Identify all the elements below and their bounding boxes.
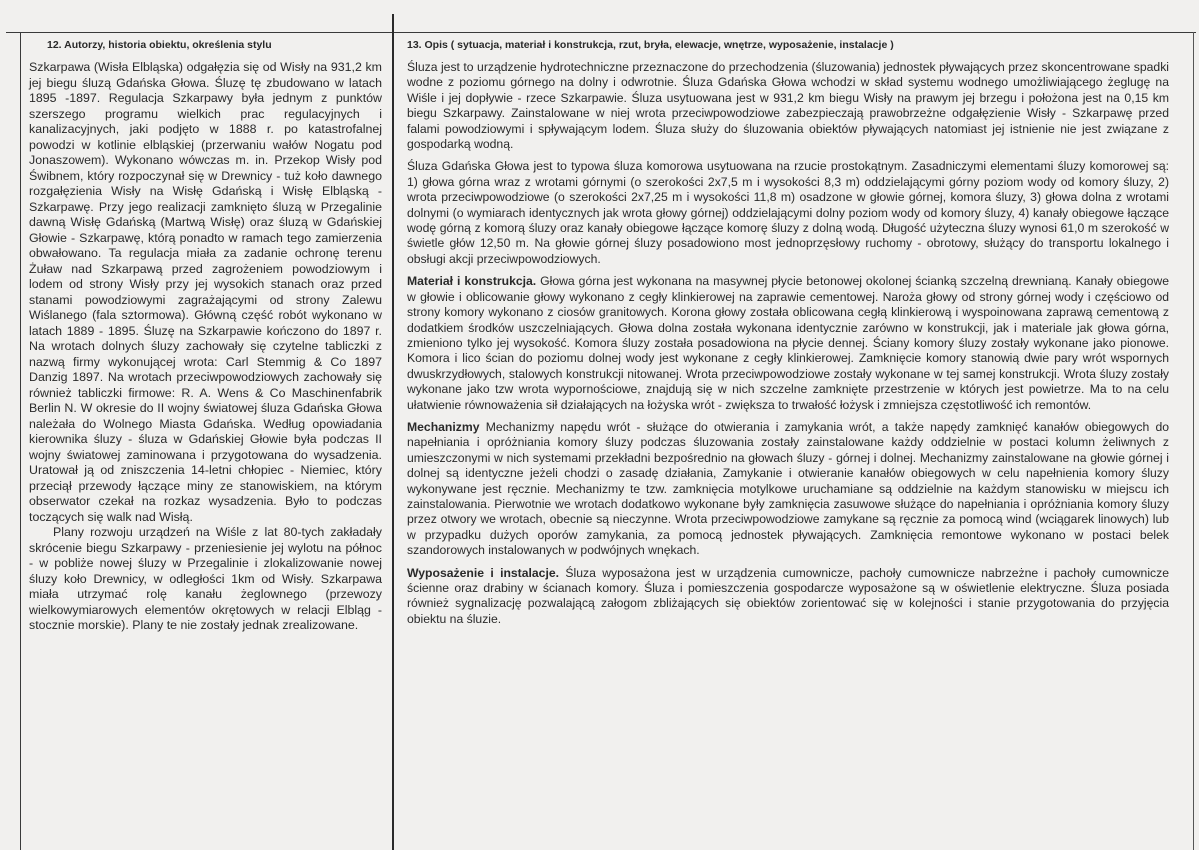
mechanisms-text: Mechanizmy napędu wrót - służące do otwierania i zamykania wrót, a także napędy zamknięć kanałów obiegowych do napełniania i opróżniania komory śluzy podczas śluzowania zostały zainstalowane każdy oddzielnie w postaci kolumn żeliwnych z umieszczonymi w nich systemami przekładni bezpośrednio na głowach śluzy - górnej i dolnej. Mechanizmy zainstalowane na głowie górnej i dolnej są identyczne jeżeli chodzi o zasadę działania, Zamykanie i otwieranie kanałów obiegowych w celu napełnienia komory śluzy wykonywane jest ręcznie. Mechanizmy te tzw. zamknięcia motylkowe uruchamiane są oddzielnie na każdym stanowisku w miejscu ich zainstalowania. Pierwotnie we wrotach dodatkowo wykonane były zamknięcia zasuwowe służące do napełniania i opróżniania komory śluzy przez otwory we wrotach, obecnie są nieczynne. Wrota przeciwpowodziowe zamykane są ręcznie za pomocą wind (wciągarek linowych) lub w przypadku dużych oporów zamykania, za pomocą jednostek pływających. Zamknięcia remontowe wykonano w postaci belek szandorowych instalowanych w podwójnych wnękach. [407, 419, 1169, 558]
plans-paragraph: Plany rozwoju urządzeń na Wiśle z lat 80-tych zakładały skrócenie biegu Szkarpawy - przeniesienie jej wylotu na północ - w pobliże nowej śluzy w Przegalinie i zlokalizowanie nowej śluzy koło Drewnicy, w odległości 1km od Wisły. Szkarpawa miała utrzymać rolę kanału żeglownego (przewozy wielkowymiarowych elementów okrętowych w relacji Elbląg - stocznie morskie). Plany te nie zostały jednak zrealizowane. [29, 525, 382, 632]
material-text: Głowa górna jest wykonana na masywnej płycie betonowej okolonej ścianką szczelną drewnianą. Kanały obiegowe w głowie i oblicowanie głowy wykonano z cegły klinkierowej na zaprawie cementowej. Naroża głowy od strony górnej wody i częściowo od strony komory wykonano z ciosów granitowych. Korona głowy została oblicowana cegłą klinkierową i wyspoinowana zaprawą cementową z dodatkiem środków uszczelniających. Głowa dolna została wykonana identycznie zarówno w konstrukcji, jak i materiale jak głowa górna, zmieniono tylko jej wysokość. Komora śluzy została posadowiona na płycie dennej. Ściany komory śluzy zostały wykonane jako pionowe. Komora i lico ścian do poziomu dolnej wody jest wykonane z cegły klinkierowej. Zamknięcie komory stanowią dwie pary wrót wspornych dwuskrzydłowych, stalowych konstrukcji nitowanej. Wrota przeciwpowodziowe zostały wykonane w tej samej konstrukcji. Wrota śluzy zostały wykonane jako tzw wrota wypornościowe, znajdują się w nich szczelne zamknięte przestrzenie w których jest powietrze. Ma to na celu ułatwienie równoważenia sił działających na łożyska wrót - zwiększa to trwałość łożysk i zmniejsza częstotliwość ich remontów. [407, 274, 1169, 412]
material-lead: Materiał i konstrukcja. [407, 274, 537, 289]
section-13-column [407, 39, 1169, 634]
section-13-body [407, 60, 1169, 627]
mechanisms-lead: Mechanizmy [407, 419, 480, 434]
frame-left-rule [20, 32, 21, 850]
equipment-paragraph [407, 566, 1169, 628]
equipment-lead: Wyposażenie i instalacje. [407, 565, 560, 580]
section-12-heading: 12. Autorzy, historia obiektu, określenia stylu [47, 39, 272, 51]
column-divider [392, 14, 394, 850]
frame-right-rule [1193, 32, 1194, 850]
material-paragraph [407, 274, 1169, 413]
history-paragraph: Szkarpawa (Wisła Elbląska) odgałęzia się od Wisły na 931,2 km jej biegu śluzą Gdańska Głowa. Śluzę tę zbudowano w latach 1895 -1897. Regulacja Szkarpawy była jednym z punktów szerszego programu wielkich prac regulacyjnych i kanalizacyjnych, jaki podjęto w 1888 r. po katastrofalnej powodzi w kotlinie elbląskiej (przerwaniu wałów Nogatu pod Jonaszowem). Wykonano wówczas m. in. Przekop Wisły pod Świbnem, który rozpoczynał się w Drewnicy - tuż koło dawnego rozgałęzienia Wisły na Wisłę Gdańską i Wisłę Elbląską - Szkarpawę. Przy jego realizacji zamknięto śluzą w Przegalinie dawną Wisłę Gdańską (Martwą Wisłę) oraz śluzą w Gdańskiej Głowie - Szkarpawę, którą ponadto w ramach tego zamierzenia obwałowano. Ta regulacja miała za zadanie ochronę terenu Żuław nad Szkarpawą przed zagrożeniem powodziowym i lodem od strony Wisły przy jej wysokich stanach oraz przed stanami powodziowymi zagrażającymi od strony Zalewu Wiślanego (fala sztormowa). Główną część robót wykonano w latach 1889 - 1895. Śluzę na Szkarpawie kończono do 1897 r. Na wrotach dolnych śluzy zachowały się czytelne tabliczki z nazwą firmy wykonującej wrota: Carl Stemmig & Co 1897 Danzig 1897. Na wrotach przeciwpowodziowych zachowały się również tabliczki firmowe: R. A. Wens & Co Maschinenfabrik Berlin N. W okresie do II wojny światowej śluza Gdańska Głowa należała do Wolnego Miasta Gdańska. Według opowiadania kierownika śluzy - śluza w Gdańskiej Głowie była podczas II wojny światowej zaminowana i przygotowana do wysadzenia. Uratował ją od zniszczenia 14-letni chłopiec - Niemiec, który przeciął przewody łączące miny ze stanowiskiem, na którym obserwator czekał na rozkaz wysadzenia. Było to podczas toczących się walk nad Wisłą. [29, 60, 382, 524]
mechanisms-paragraph [407, 420, 1169, 559]
lock-elements-paragraph: Śluza Gdańska Głowa jest to typowa śluza komorowa usytuowana na rzucie prostokątnym. Zasadniczymi elementami śluzy komorowej są: 1) głowa górna wraz z wrotami górnymi (o szerokości 2x7,5 m i wysokości 8,3 m) oddzielającymi górny poziom wody od komory śluzy, 2) wrota przeciwpowodziowe (o szerokości 2x7,25 m i wysokości 11,8 m) osadzone w głowie górnej, komora śluzy, 3) głowa dolna z wrotami dolnymi (o wymiarach identycznych jak wrota głowy górnej) oddzielającymi dolny poziom wody od komory śluzy, 4) kanały obiegowe łączące wodę górną z komorą śluzy oraz kanały obiegowe łączące komorę śluzy z dolną wodą. Długość użyteczna śluzy wynosi 61,0 m szerokość w świetle głów 12,50 m. Na głowie górnej śluzy posadowiono most jednoprzęsłowy ruchomy - obrotowy, służący do transportu lokalnego i obsługi akcji przeciwpowodziowych. [407, 159, 1169, 266]
section-12-column [29, 39, 382, 634]
section-13-heading: 13. Opis ( sytuacja, materiał i konstrukcja, rzut, bryła, elewacje, wnętrze, wyposażenie, instalacje ) [407, 39, 894, 51]
frame-top-rule [6, 32, 1196, 33]
section-12-body [29, 60, 382, 634]
equipment-text: Śluza wyposażona jest w urządzenia cumownicze, pachoły cumownicze nabrzeżne i pachoły cumownicze ścienne oraz drabiny w ścianach komory. Śluza i pomieszczenia gospodarcze wyposażone są w oświetlenie elektryczne. Śluza posiada również sygnalizację pozwalającą załogom zbliżających się obiektów zorientować się w kolejności i stanie przygotowania do przyjęcia obiektu na śluzie. [407, 565, 1169, 626]
intro-paragraph: Śluza jest to urządzenie hydrotechniczne przeznaczone do przechodzenia (śluzowania) jednostek pływających przez skoncentrowane spadki wodne z poziomu górnego na dolny i odwrotnie. Śluza Gdańska Głowa wchodzi w skład systemu wodnego umożliwiającego żeglugę na Wiśle i jej dopływie - rzece Szkarpawie. Śluza usytuowana jest w 931,2 km biegu Wisły na prawym jej brzegu i położona jest na 0,15 km biegu Szkarpawy. Zainstalowane w niej wrota przeciwpowodziowe zabezpieczają prawobrzeżne odgałęzienie Wisły - Szkarpawę przed falami powodziowymi i spływającym lodem. Śluza służy do śluzowania obiektów pływających natomiast jej istnienie nie jest związane z gospodarką wodną. [407, 60, 1169, 152]
